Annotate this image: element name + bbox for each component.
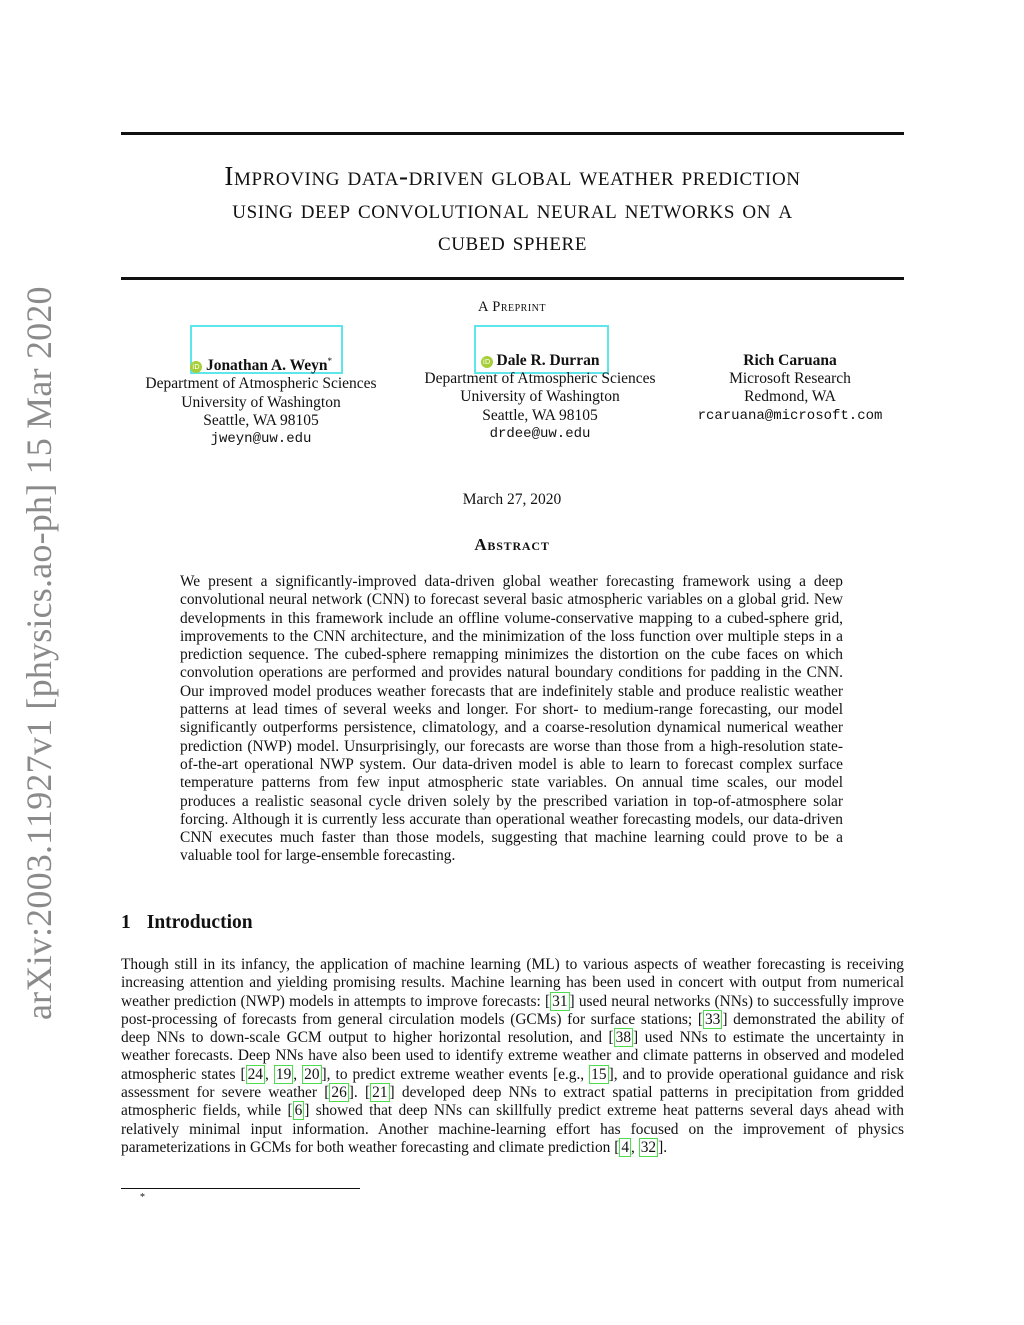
intro-text: Though still in its infancy, the application of machine learning (ML) to various aspects of weather forecasting is receiving increasing attention and yielding promising results. Machine learning has been used in concert with output from numerical weather prediction (NWP) models in attempts to improve forecasts: [121,956,904,1010]
citation-link[interactable]: 21 [372,1084,388,1102]
preprint-label: A Preprint [477,299,547,315]
citation-link[interactable]: 32 [640,1138,657,1156]
author-name: Rich Caruana [743,352,837,369]
title-line: using deep convolutional neural networks on a [232,193,793,224]
intro-text: demonstrated the ability of deep NNs to down-scale GCM output to higher horizontal resolution, and [121,1010,904,1047]
citation-link[interactable]: 4 [621,1138,630,1156]
citation-link[interactable]: 6 [294,1102,303,1120]
orcid-icon[interactable]: iD [190,361,202,373]
title-line: cubed sphere [437,226,588,256]
author-block-durran [400,352,680,443]
citation-link[interactable]: 20 [304,1065,320,1083]
title-top-rule [121,132,904,135]
intro-text: . [663,1138,668,1156]
citation-link[interactable]: 24 [247,1065,263,1083]
footnote-rule [121,1188,360,1189]
section-title: Introduction [146,912,253,933]
author-name[interactable]: Jonathan A. Weyn [205,357,328,375]
citation-link[interactable]: 31 [552,992,568,1010]
publication-date: March 27, 2020 [462,491,562,508]
author-department: Department of Atmospheric Sciences [424,370,656,388]
author-city: Seattle, WA 98105 [482,406,598,424]
intro-text: used neural networks (NNs) to successfully improve post-processing of forecasts from general circulation models (GCMs) for surface stations; [121,992,904,1028]
intro-text: ], and to provide operational guidance and risk assessment for severe weather [121,1065,904,1102]
citation-link[interactable]: 26 [331,1084,347,1102]
author-organization: University of Washington [181,393,341,411]
author-city: Seattle, WA 98105 [203,411,319,429]
author-email[interactable]: jweyn@uw.edu [210,430,312,447]
citation-link[interactable]: 38 [615,1029,632,1047]
citation-link[interactable]: 15 [591,1065,607,1083]
citation-link[interactable]: 19 [275,1065,292,1083]
paper-title [121,160,904,258]
intro-text: developed deep NNs to extract spatial patterns in precipitation from gridded atmospheric fields, while [121,1084,904,1120]
author-footnote-mark[interactable]: * [327,356,333,366]
abstract-body: We present a significantly-improved data-driven global weather forecasting framework using a deep convolutional neural network (CNN) to forecast several basic atmospheric variables on a global grid. New developments in this framework include an offline volume-conservative mapping to a cubed-sphere grid, improvements to the CNN architecture, and the minimization of the loss function over multiple steps in a prediction sequence. The cubed-sphere remapping minimizes the distortion on the cube faces on which convolution operations are performed and provides natural boundary conditions for padding in the CNN. Our improved model produces weather forecasts that are indefinitely stable and produce realistic weather patterns at lead times of several weeks and longer. For short- to medium-range forecasting, our model significantly outperforms persistence, climatology, and a coarse-resolution dynamical numerical weather prediction (NWP) model. Unsurprisingly, our forecasts are worse than those from a high-resolution state-of-the-art operational NWP system. Our data-driven model is able to learn to forecast complex surface temperature patterns from few input atmospheric state variables. On annual time scales, our model produces a realistic seasonal cycle driven solely by the prescribed variation in top-of-atmosphere solar forcing. Although it is currently less accurate than operational weather forecasting models, our data-driven CNN executes much faster than those models, suggesting that machine learning could prove to be a valuable tool for large-ensemble forecasting. [180,573,843,865]
author-email[interactable]: drdee@uw.edu [489,425,591,442]
citation-link[interactable]: 33 [704,1010,721,1028]
arxiv-identifier-stamp: arXiv:2003.11927v1 [physics.ao-ph] 15 Mar 2020 [19,286,59,1020]
author-email[interactable]: rcaruana@microsoft.com [697,407,883,424]
intro-text: used NNs to estimate the uncertainty in weather forecasts. Deep NNs have also been used to identify extreme weather and climate patterns in observed and modeled atmospheric states [121,1029,904,1083]
intro-text: showed that deep NNs can skillfully predict extreme heat patterns several days ahead with relatively minimal input information. Another machine-learning effort has focused on the improvement of physics parameterizations in GCMs for both weather forecasting and climate prediction [121,1102,904,1156]
section-heading-introduction [121,912,253,934]
title-line: Improving data-driven global weather prediction [224,161,801,191]
introduction-paragraph: Though still in its infancy, the application of machine learning (ML) to various aspects of weather forecasting is receiving increasing attention and yielding promising results. Machine learning has been used in concert with output from numerical weather prediction (NWP) models in attempts to improve forecasts: [ 31 ] used neural networks (NNs) to successfully improve post-processing of forecasts from general circulation models (GCMs) for surface stations; [ 33 ] demonstrated the ability of deep NNs to down-scale GCM output to higher horizontal resolution, and [ 38 ] used NNs to estimate the uncertainty in weather forecasts. Deep NNs have also been used to identify extreme weather and climate patterns in observed and modeled atmospheric states [ 24 , 19 , 20 ], to predict extreme weather events [e.g., 15 ], and to provide operational guidance and risk assessment for severe weather [ 26 ]. [ 21 ] developed deep NNs to extract spatial patterns in precipitation from gridded atmospheric fields, while [ 6 ] showed that deep NNs can skillfully predict extreme heat patterns several days ahead with relatively minimal input information. Another machine-learning effort has focused on the improvement of physics parameterizations in GCMs for both weather forecasting and climate prediction [ 4 , 32 ]. [121,956,904,1156]
author-block-weyn [121,352,401,448]
title-bottom-rule [121,277,904,280]
author-name[interactable]: Dale R. Durran [496,352,600,369]
orcid-icon[interactable]: iD [481,356,493,368]
author-block-caruana [680,352,900,425]
author-organization: Microsoft Research [729,370,851,388]
section-number: 1 [121,912,131,933]
intro-text: . [353,1084,365,1102]
footnote-mark: * [140,1192,145,1203]
author-department: Department of Atmospheric Sciences [145,375,377,393]
author-organization: University of Washington [460,388,620,406]
abstract-heading: Abstract [474,535,550,554]
author-city: Redmond, WA [744,388,836,406]
intro-text: , to predict extreme weather events [e.g., [326,1065,590,1083]
